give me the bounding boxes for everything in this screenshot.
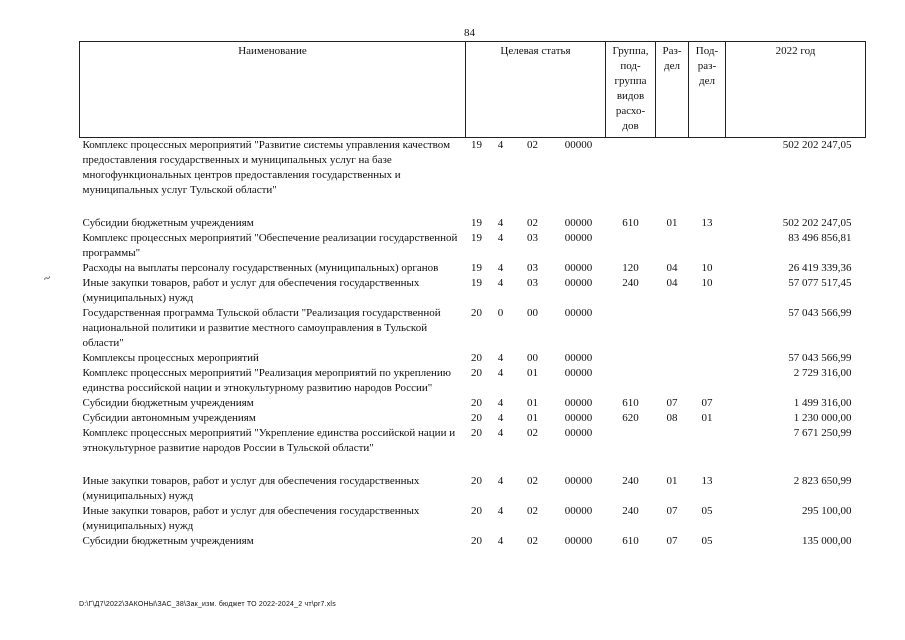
target-code-program: 20 [471, 535, 482, 547]
page-number: 84 [464, 27, 475, 39]
row-name: Субсидии бюджетным учреждениям [82, 535, 254, 547]
subsection-code: 05 [701, 535, 713, 547]
target-code-type: 4 [497, 232, 504, 244]
target-code-type: 4 [497, 397, 504, 409]
header-year: 2022 год [726, 42, 866, 138]
target-code-sub: 02 [527, 427, 538, 439]
target-code-direction: 00000 [564, 397, 593, 409]
subsection-code: 10 [701, 262, 713, 274]
target-code-program: 19 [471, 217, 482, 229]
expense-group-code: 240 [622, 475, 639, 487]
target-code-program: 20 [471, 307, 482, 319]
row-name: Комплекс процессных мероприятий "Развитие системы управления качеством предоставления государственных и муниципальных услуг на базе многофункциональных центров предоставления государственных и муниципальных услуг Тульской области" [82, 139, 451, 196]
target-code-program: 20 [471, 352, 482, 364]
amount-2022: 26 419 339,36 [788, 262, 852, 274]
section-code: 08 [666, 412, 678, 424]
target-code-program: 19 [471, 232, 482, 244]
target-code-type: 4 [497, 217, 504, 229]
subsection-code [689, 231, 726, 261]
section-code [656, 138, 689, 217]
target-code-program: 20 [471, 427, 482, 439]
target-code-type: 4 [497, 139, 504, 151]
section-code: 07 [666, 535, 678, 547]
target-code-sub: 02 [527, 535, 538, 547]
amount-2022: 57 043 566,99 [788, 307, 852, 319]
table-row [80, 366, 866, 396]
target-code-direction: 00000 [564, 262, 593, 274]
expense-group-code: 610 [622, 217, 639, 229]
row-name: Расходы на выплаты персоналу государственных (муниципальных) органов [82, 262, 439, 274]
row-name: Иные закупки товаров, работ и услуг для обеспечения государственных (муниципальных) нужд [82, 505, 420, 532]
subsection-code [689, 426, 726, 474]
target-code-sub: 02 [527, 139, 538, 151]
target-code-program: 19 [471, 262, 482, 274]
target-code-sub: 01 [527, 397, 538, 409]
target-code-type: 4 [497, 352, 504, 364]
table-row [80, 534, 866, 549]
target-code-direction: 00000 [564, 475, 593, 487]
target-code-direction: 00000 [564, 139, 593, 151]
header-expense-group: Группа, под-группа видов расхо-дов [606, 42, 656, 138]
target-code-direction: 00000 [564, 232, 593, 244]
subsection-code: 13 [701, 475, 713, 487]
target-code-program: 20 [471, 475, 482, 487]
target-code-sub: 01 [527, 412, 538, 424]
expense-group-code: 240 [622, 277, 639, 289]
expense-group-code [606, 366, 656, 396]
section-code: 07 [666, 397, 678, 409]
target-code-direction: 00000 [564, 352, 593, 364]
subsection-code: 05 [701, 505, 713, 517]
table-row [80, 261, 866, 276]
table-row [80, 138, 866, 217]
amount-2022: 7 671 250,99 [793, 427, 852, 439]
table-row [80, 396, 866, 411]
section-code: 01 [666, 217, 678, 229]
row-name: Комплекс процессных мероприятий "Реализация мероприятий по укреплению единства российской нации и этнокультурному развитию народов России" [82, 367, 451, 394]
expense-group-code: 610 [622, 535, 639, 547]
section-code: 07 [666, 505, 678, 517]
amount-2022: 135 000,00 [802, 535, 852, 547]
amount-2022: 1 230 000,00 [793, 412, 852, 424]
amount-2022: 2 823 650,99 [793, 475, 852, 487]
section-code: 01 [666, 475, 678, 487]
row-name: Субсидии бюджетным учреждениям [82, 397, 254, 409]
expense-group-code: 610 [622, 397, 639, 409]
table-row [80, 276, 866, 306]
target-code-sub: 02 [527, 475, 538, 487]
subsection-code: 07 [701, 397, 713, 409]
amount-2022: 1 499 316,00 [793, 397, 852, 409]
table-row [80, 231, 866, 261]
section-code: 04 [666, 277, 678, 289]
target-code-sub: 02 [527, 505, 538, 517]
target-code-type: 4 [497, 412, 504, 424]
target-code-sub: 00 [527, 352, 538, 364]
expense-group-code: 620 [622, 412, 639, 424]
row-name: Комплексы процессных мероприятий [82, 352, 259, 364]
table-row [80, 351, 866, 366]
expense-group-code: 240 [622, 505, 639, 517]
target-code-program: 19 [471, 277, 482, 289]
header-section: Раз-дел [656, 42, 689, 138]
target-code-direction: 00000 [564, 367, 593, 379]
table-row [80, 216, 866, 231]
target-code-type: 4 [497, 262, 504, 274]
amount-2022: 502 202 247,05 [782, 217, 852, 229]
table-row [80, 411, 866, 426]
target-code-program: 20 [471, 412, 482, 424]
target-code-direction: 00000 [564, 505, 593, 517]
subsection-code [689, 306, 726, 351]
section-code [656, 231, 689, 261]
row-name: Субсидии бюджетным учреждениям [82, 217, 254, 229]
target-code-direction: 00000 [564, 217, 593, 229]
target-code-type: 4 [497, 367, 504, 379]
target-code-sub: 01 [527, 367, 538, 379]
target-code-program: 20 [471, 367, 482, 379]
expense-group-code [606, 306, 656, 351]
target-code-direction: 00000 [564, 307, 593, 319]
amount-2022: 57 043 566,99 [788, 352, 852, 364]
row-name: Субсидии автономным учреждениям [82, 412, 256, 424]
subsection-code: 13 [701, 217, 713, 229]
target-code-sub: 03 [527, 232, 538, 244]
row-name: Государственная программа Тульской области "Реализация государственной национальной политики и развитие местного самоуправления в Тульской области" [82, 307, 441, 349]
target-code-type: 4 [497, 277, 504, 289]
target-code-sub: 03 [527, 277, 538, 289]
subsection-code [689, 138, 726, 217]
table-row [80, 426, 866, 474]
target-code-sub: 03 [527, 262, 538, 274]
target-code-program: 20 [471, 397, 482, 409]
row-name: Иные закупки товаров, работ и услуг для обеспечения государственных (муниципальных) нужд [82, 277, 420, 304]
expense-group-code [606, 231, 656, 261]
table-body [80, 138, 866, 550]
row-name: Комплекс процессных мероприятий "Обеспечение реализации государственной программы" [82, 232, 458, 259]
header-subsection: Под-раз-дел [689, 42, 726, 138]
row-name: Иные закупки товаров, работ и услуг для обеспечения государственных (муниципальных) нужд [82, 475, 420, 502]
subsection-code: 10 [701, 277, 713, 289]
amount-2022: 502 202 247,05 [782, 139, 852, 151]
table-row [80, 474, 866, 504]
target-code-program: 19 [471, 139, 482, 151]
section-code: 04 [666, 262, 678, 274]
target-code-direction: 00000 [564, 277, 593, 289]
subsection-code [689, 366, 726, 396]
section-code [656, 426, 689, 474]
handwritten-margin-mark: ~ [41, 270, 53, 286]
amount-2022: 83 496 856,81 [788, 232, 852, 244]
amount-2022: 57 077 517,45 [788, 277, 852, 289]
target-code-sub: 00 [527, 307, 538, 319]
expense-group-code [606, 426, 656, 474]
subsection-code: 01 [701, 412, 713, 424]
target-code-type: 4 [497, 535, 504, 547]
budget-table [79, 41, 866, 549]
target-code-sub: 02 [527, 217, 538, 229]
target-code-type: 0 [497, 307, 504, 319]
row-name: Комплекс процессных мероприятий "Укрепление единства российской нации и этнокультурное развитие народов России в Тульской области" [82, 427, 456, 454]
target-code-direction: 00000 [564, 535, 593, 547]
expense-group-code [606, 351, 656, 366]
target-code-type: 4 [497, 505, 504, 517]
header-target-article: Целевая статья [466, 42, 606, 138]
amount-2022: 295 100,00 [802, 505, 852, 517]
section-code [656, 366, 689, 396]
expense-group-code: 120 [622, 262, 639, 274]
expense-group-code [606, 138, 656, 217]
section-code [656, 351, 689, 366]
table-row [80, 306, 866, 351]
target-code-type: 4 [497, 427, 504, 439]
footer-file-path: D:\Г\Д7\2022\ЗАКОНЫ\ЗАС_38\Зак_изм. бюджет ТО 2022-2024_2 чт\pr7.xls [79, 601, 336, 608]
target-code-direction: 00000 [564, 427, 593, 439]
table-row [80, 504, 866, 534]
subsection-code [689, 351, 726, 366]
header-row [80, 42, 866, 138]
header-name: Наименование [80, 42, 466, 138]
target-code-type: 4 [497, 475, 504, 487]
target-code-program: 20 [471, 505, 482, 517]
target-code-direction: 00000 [564, 412, 593, 424]
section-code [656, 306, 689, 351]
amount-2022: 2 729 316,00 [793, 367, 852, 379]
